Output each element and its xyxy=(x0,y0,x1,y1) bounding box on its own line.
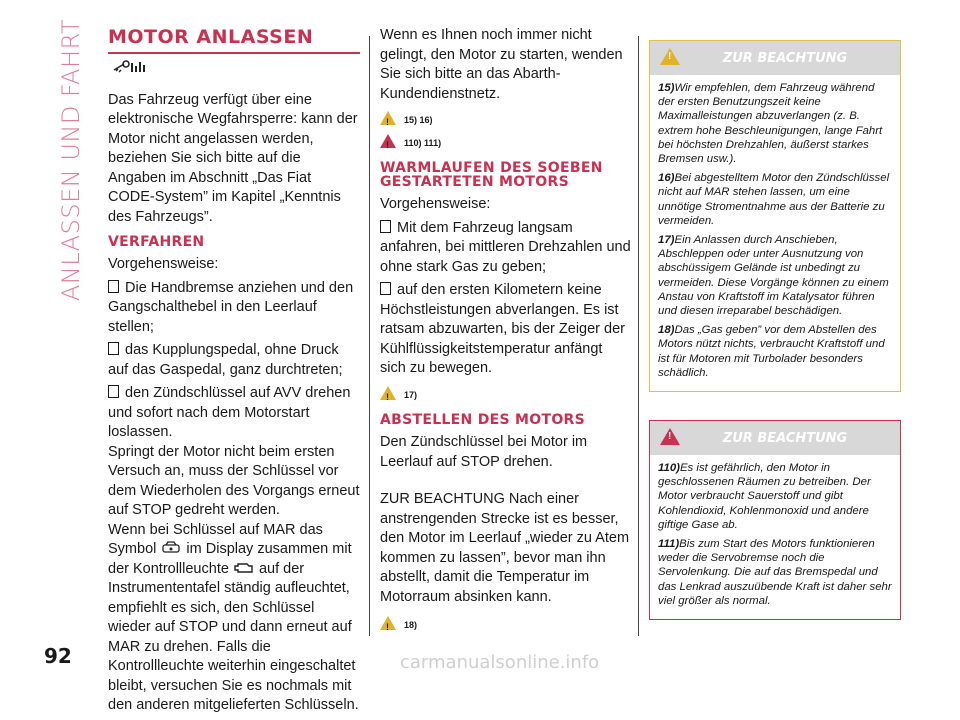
warning-note: 17)Ein Anlassen durch Anschieben, Abschleppen oder unter Ausnutzung von abschüssigem Gelände ist unbedingt zu vermeiden. Diese Vorgänge können zu einem Anstau von Kraftstoff im Katalysator führen und diesen irreparabel beschädigen. xyxy=(658,234,889,318)
warning-note: 15)Wir empfehlen, dem Fahrzeug während der ersten Benutzungszeit keine Maximalleistungen abzuverlangen (z. B. extrem hohe Beschleunigungen, lange Fahrt bei höchsten Drehzahlen, äußerst starkes Bremsen usw.). xyxy=(658,82,883,166)
chapter-side-title-text: ANLASSEN UND FAHRT xyxy=(57,18,85,302)
intro-paragraph: Das Fahrzeug verfügt über eine elektronische Wegfahrsperre: kann der Motor nicht angelassen werden, beziehen Sie sich bitte auf die Angaben im Abschnitt „Das Fiat CODE-System” im Kapitel „Kenntnis des Fahrzeugs”. xyxy=(108,91,358,225)
column-middle xyxy=(380,26,632,636)
bullet-item: das Kupplungspedal, ohne Druck auf das Gaspedal, ganz durchtreten; xyxy=(108,341,360,380)
bullet-item: den Zündschlüssel auf AVV drehen und sofort nach dem Motorstart loslassen. xyxy=(108,384,360,443)
warning-box-header xyxy=(650,421,900,455)
paragraph-symbol: Wenn bei Schlüssel auf MAR das Symbol im Display zusammen mit der Kontrollleuchte auf der Instrumententafel ständig aufleuchtet, empfiehlt es sich, den Schlüssel wieder auf STOP und dann erneut auf MAR zu drehen. Falls die Kontrollleuchte weiterhin eingeschaltet bleibt, versuchen Sie es nochmals mit den anderen mitgelieferten Schlüsseln. xyxy=(108,521,359,713)
heading-warmlaufen: WARMLAUFEN DES SOEBEN GESTARTETEN MOTORS xyxy=(380,160,603,190)
paragraph-restart: Springt der Motor nicht beim ersten Versuch an, muss der Schlüssel vor dem Wiederholen des Vorgangs erneut auf STOP gedreht werden. xyxy=(108,443,360,518)
vorgehen-label: Vorgehensweise: xyxy=(380,196,491,212)
danger-ref-line: ! 110) 111) xyxy=(380,133,632,154)
warning-box-danger xyxy=(649,420,901,620)
key-wifi-icon xyxy=(112,60,152,74)
warning-note: 16)Bei abgestelltem Motor den Zündschlüssel nicht auf MAR stehen lassen, um eine unnötige Stromentnahme aus der Batterie zu vermeiden. xyxy=(658,172,890,227)
bullet-item: Die Handbremse anziehen und den Gangschalthebel in den Leerlauf stellen; xyxy=(108,279,360,338)
warning-triangle-icon xyxy=(380,616,396,630)
warning-box-title: ZUR BEACHTUNG xyxy=(722,50,848,66)
warning-note: 18)Das „Gas geben” vor dem Abstellen des Motors nützt nichts, verbraucht Kraftstoff und ist für Motoren mit Turbolader besonders schädlich. xyxy=(658,324,885,379)
warning-note: 111)Bis zum Start des Motors funktionieren weder die Servobremse noch die Servolenkung. Die auf das Bremspedal und das Lenkrad auszuübende Kraft ist daher sehr viel größer als normal. xyxy=(658,538,892,607)
warning-box-caution xyxy=(649,40,901,392)
danger-triangle-icon xyxy=(660,428,680,445)
column-left xyxy=(108,26,360,720)
paragraph-note: ZUR BEACHTUNG Nach einer anstrengenden Strecke ist es besser, den Motor im Leerlauf „wieder zu Atem kommen zu lassen”, bevor man ihn abstellt, damit die Temperatur im Motorraum absinken kann. xyxy=(380,491,630,605)
column-divider xyxy=(369,36,370,636)
paragraph-service: Wenn es Ihnen noch immer nicht gelingt, den Motor zu starten, wenden Sie sich bitte an das Abarth-Kundendienstnetz. xyxy=(380,27,623,102)
warning-triangle-icon xyxy=(660,48,680,65)
vorgehen-label: Vorgehensweise: xyxy=(108,256,219,272)
warning-box-header xyxy=(650,41,900,75)
bullet-item: Mit dem Fahrzeug langsam anfahren, bei mittleren Drehzahlen und ohne stark Gas zu geben; xyxy=(380,219,632,278)
danger-triangle-icon xyxy=(380,134,396,148)
warning-ref-line: ! 15) 16) xyxy=(380,110,632,131)
warning-note: 110)Es ist gefährlich, den Motor in geschlossenen Räumen zu betreiben. Der Motor verbraucht Sauerstoff und gibt Kohlendioxid, Kohlenmonoxid und andere giftige Gase ab. xyxy=(658,462,871,531)
page-number: 92 xyxy=(44,644,72,668)
warning-triangle-icon xyxy=(380,111,396,125)
heading-abstellen: ABSTELLEN DES MOTORS xyxy=(380,412,585,428)
warning-box-title: ZUR BEACHTUNG xyxy=(722,430,848,446)
column-divider xyxy=(638,36,639,636)
immobilizer-car-icon xyxy=(160,541,182,555)
watermark: carmanualsonline.info xyxy=(400,652,600,673)
bullet-item: auf den ersten Kilometern keine Höchstleistungen abverlangen. Es ist ratsam abzuwarten, bis der Zeiger der Kühlflüssigkeitstemperatur anfängt sich zu bewegen. xyxy=(380,281,632,379)
engine-warning-icon xyxy=(233,561,255,575)
warning-ref-line: ! 17) xyxy=(380,385,632,406)
heading-motor-anlassen: MOTOR ANLASSEN xyxy=(108,26,360,54)
paragraph-stop: Den Zündschlüssel bei Motor im Leerlauf auf STOP drehen. xyxy=(380,434,588,470)
heading-verfahren: VERFAHREN xyxy=(108,234,205,250)
chapter-side-title xyxy=(56,18,86,302)
warning-ref-line: ! 18) xyxy=(380,615,632,636)
warning-triangle-icon xyxy=(380,386,396,400)
warning-box-body xyxy=(650,455,900,619)
warning-box-body xyxy=(650,75,900,391)
